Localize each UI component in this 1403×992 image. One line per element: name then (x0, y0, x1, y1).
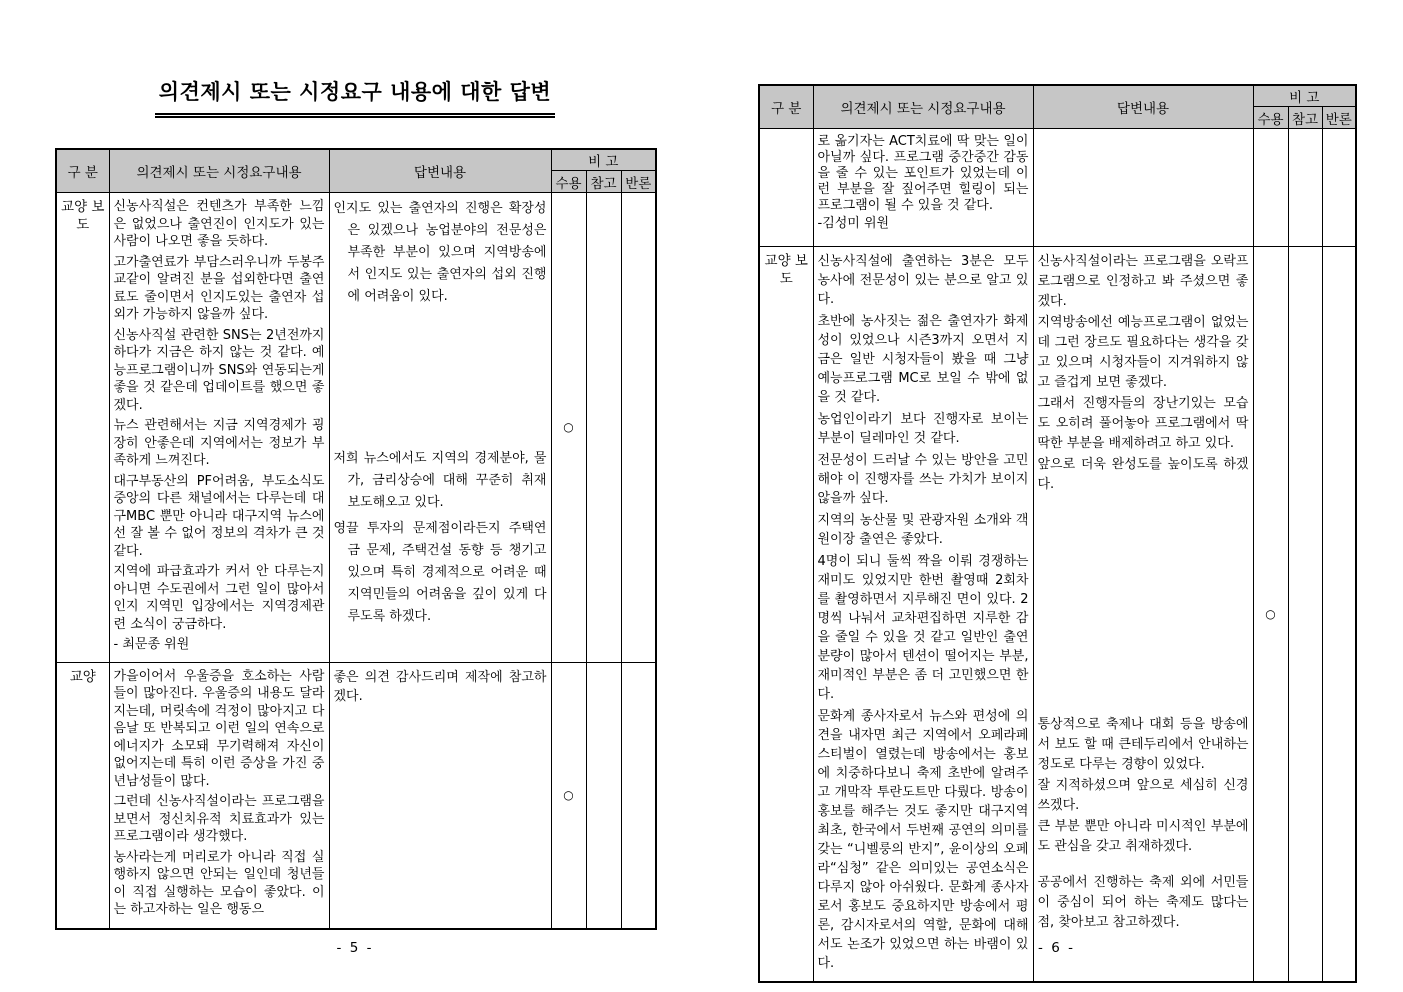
paragraph: 신농사직설에 출연하는 3분은 모두 농사에 전문성이 있는 분으로 알고 있다. (817, 254, 1029, 307)
table-row (56, 193, 656, 663)
header-answer: 답변내용 (329, 149, 551, 193)
paragraph: 로 옮기자는 ACT치료에 딱 맞는 일이 아닐까 싶다. 프로그램 중간중간 감동을 줄 수 있는 포인트가 있었는데 이런 부분을 잘 짚어주면 힐링이 되는 프로그램이 될 수 있을 것 같다. (817, 134, 1029, 213)
header-reference: 참고 (586, 171, 621, 193)
paragraph: 고가출연료가 부담스러우니까 두봉주교같이 알려진 분을 섭외한다면 출연료도 줄이면서 인지도있는 출연자 섭외가 가능하지 않을까 싶다. (113, 254, 325, 322)
paragraph: 농사라는게 머리로가 아니라 직접 실행하지 않으면 안되는 일인데 청년들이 직접 실행하는 모습이 좋았다. 이는 하고자하는 일은 행동으 (113, 849, 325, 917)
paragraph: 인지도 있는 출연자의 진행은 확장성은 있겠으나 농업분야의 전문성은 부족한 부분이 있으며 지역방송에서 인지도 있는 출연자의 섭외 진행에 어려움이 있다. (333, 201, 547, 304)
paragraph: 신농사직설은 컨텐츠가 부족한 느낌은 없었으나 출연진이 인지도가 있는 사람이 나오면 좋을 듯하다. (113, 199, 325, 249)
reference-mark-cell (1288, 129, 1322, 247)
table-row (759, 129, 1356, 247)
page-title-text: 의견제시 또는 시정요구 내용에 대한 답변 (155, 76, 555, 118)
paragraph: 신농사직설 관련한 SNS는 2년전까지 하다가 지금은 하지 않는 것 같다. 예능프로그램이니까 SNS와 연동되는게 좋을 것 같은데 업데이트를 했으면 좋겠다. (113, 327, 325, 413)
opinion-cell (813, 129, 1033, 247)
answer-cell (329, 193, 551, 663)
category-cell: 교양 보도 (759, 247, 813, 983)
paragraph: 통상적으로 축제나 대회 등을 방송에서 보도 할 때 큰테두리에서 안내하는 정도로 다루는 경향이 있었다. (1037, 717, 1249, 772)
rebut-mark-cell (1322, 129, 1356, 247)
page-title (55, 76, 655, 118)
paragraph: 그래서 진행자들의 장난기있는 모습도 오히려 풀어놓아 프로그램에서 딱딱한 부분을 배제하려고 하고 있다. (1037, 396, 1249, 451)
paragraph: 초반에 농사짓는 젊은 출연자가 화제성이 있었으나 시즌3까지 오면서 지금은 일반 시청자들이 봤을 때 그냥 예능프로그램 MC로 보일 수 밖에 없을 것 같다. (817, 314, 1029, 405)
category-cell: 교양 (56, 662, 109, 929)
table-row (759, 247, 1356, 983)
accept-mark-cell (1253, 129, 1288, 247)
paragraph: 공공에서 진행하는 축제 외에 서민들이 중심이 되어 하는 축제도 많다는 점, 찾아보고 참고하겠다. (1037, 875, 1249, 930)
paragraph: -김성미 위원 (817, 216, 890, 231)
header-accept: 수용 (551, 171, 586, 193)
table-left-header (56, 149, 656, 193)
accept-mark-cell: ○ (1253, 247, 1288, 983)
header-remark: 비 고 (1253, 85, 1356, 107)
rebut-mark-cell (621, 193, 656, 663)
header-remark: 비 고 (551, 149, 656, 171)
reference-mark-cell (586, 662, 621, 929)
category-cell (759, 129, 813, 247)
reference-mark-cell (1288, 247, 1322, 983)
paragraph: 지역의 농산물 및 관광자원 소개와 객원이장 출연은 좋았다. (817, 513, 1029, 547)
header-rebut: 반론 (1322, 107, 1356, 129)
rebut-mark-cell (1322, 247, 1356, 983)
header-rebut: 반론 (621, 171, 656, 193)
header-answer: 답변내용 (1033, 85, 1253, 129)
accept-mark-cell: ○ (551, 193, 586, 663)
paragraph: 앞으로 더욱 완성도를 높이도록 하겠다. (1037, 457, 1249, 492)
table-row (56, 662, 656, 929)
paragraph: 영끌 투자의 문제점이라든지 주택연금 문제, 주택건설 동향 등 챙기고 있으며 특히 경제적으로 어려운 때 지역민들의 어려움을 깊이 있게 다루도록 하겠다. (333, 521, 547, 624)
accept-mark-cell: ○ (551, 662, 586, 929)
header-category: 구 분 (759, 85, 813, 129)
page-number: - 5 - (336, 940, 374, 956)
table-right-header (759, 85, 1356, 129)
header-reference: 참고 (1288, 107, 1322, 129)
paragraph: 전문성이 드러날 수 있는 방안을 고민해야 이 진행자를 쓰는 가치가 보이지 않을까 싶다. (817, 453, 1029, 506)
paragraph: 대구부동산의 PF어려움, 부도소식도 중앙의 다른 채널에서는 다루는데 대구MBC 뿐만 아니라 대구지역 뉴스에선 잘 볼 수 없어 정보의 격차가 큰 것 같다. (113, 473, 325, 559)
response-table-left (55, 148, 657, 930)
paragraph: 문화계 종사자로서 뉴스와 편성에 의견을 내자면 최근 지역에서 오페라페스티벌이 열렸는데 방송에서는 홍보에 치중하다보니 축제 초반에 알려주고 개막작 투란도트만 다뤘다. 방송이 홍보를 해주는 것도 좋지만 대구지역 최초, 한국에서 두번째 공연의 의미를 갖는 “니벨룽의 반지”, 윤이상의 오페라“심청” 같은 의미있는 공연소식은 다루지 않아 아쉬웠다. 문화계 종사자로서 홍보도 중요하지만 방송에서 평론, 감시자로서의 역할, 문화에 대해서도 논조가 있었으면 하는 바램이 있다. (817, 709, 1029, 971)
answer-cell (329, 662, 551, 929)
answer-cell (1033, 247, 1253, 983)
header-opinion: 의견제시 또는 시정요구내용 (813, 85, 1033, 129)
opinion-cell (109, 662, 329, 929)
paragraph: 4명이 되니 둘씩 짝을 이뤄 경쟁하는 재미도 있었지만 한번 촬영때 2회차를 촬영하면서 지루해진 면이 있다. 2명씩 나눠서 교차편집하면 지루한 감을 줄일 수 있을 것 같고 일반인 출연분량이 많아서 텐션이 떨어지는 부분, 재미적인 부분은 좀 더 고민했으면 한다. (817, 554, 1029, 702)
paragraph: - 최문종 위원 (113, 637, 190, 652)
category-cell: 교양 보도 (56, 193, 109, 663)
page-number: - 6 - (1038, 940, 1075, 956)
paragraph: 농업인이라기 보다 진행자로 보이는 부분이 딜레마인 것 같다. (817, 412, 1029, 446)
paragraph: 좋은 의견 감사드리며 제작에 참고하겠다. (333, 669, 547, 704)
response-table-right (758, 84, 1357, 983)
header-accept: 수용 (1253, 107, 1288, 129)
opinion-cell (109, 193, 329, 663)
opinion-cell (813, 247, 1033, 983)
header-opinion: 의견제시 또는 시정요구내용 (109, 149, 329, 193)
reference-mark-cell (586, 193, 621, 663)
paragraph: 저희 뉴스에서도 지역의 경제분야, 물가, 금리상승에 대해 꾸준히 취재 보도해오고 있다. (333, 451, 547, 510)
rebut-mark-cell (621, 662, 656, 929)
header-category: 구 분 (56, 149, 109, 193)
paragraph: 신농사직설이라는 프로그램을 오락프로그램으로 인정하고 봐 주셨으면 좋겠다. (1037, 254, 1249, 309)
paragraph: 큰 부분 뿐만 아니라 미시적인 부분에도 관심을 갖고 취재하겠다. (1037, 819, 1249, 854)
paragraph: 뉴스 관련해서는 지금 지역경제가 굉장히 안좋은데 지역에서는 정보가 부족하게 느껴진다. (113, 418, 325, 468)
answer-cell (1033, 129, 1253, 247)
paragraph: 지역에 파급효과가 커서 안 다루는지 아니면 수도권에서 그런 일이 많아서 인지 지역민 입장에서는 지역경제관련 소식이 궁금하다. (113, 564, 325, 632)
paragraph: 지역방송에선 예능프로그램이 없었는데 그런 장르도 필요하다는 생각을 갖고 있으며 시청자들이 지겨워하지 않고 즐겁게 보면 좋겠다. (1037, 315, 1249, 390)
paragraph: 그런데 신농사직설이라는 프로그램을 보면서 정신치유적 치료효과가 있는 프로그램이라 생각했다. (113, 794, 325, 844)
paragraph: 가을이어서 우울증을 호소하는 사람들이 많아진다. 우울증의 내용도 달라지는데, 머릿속에 걱정이 많아지고 다음날 또 반복되고 이런 일의 연속으로 에너지가 소모돼 무기력해져 자신이 없어지는데 특히 이런 증상을 가진 중년남성들이 많다. (113, 668, 325, 789)
paragraph: 잘 지적하셨으며 앞으로 세심히 신경쓰겠다. (1037, 778, 1249, 813)
